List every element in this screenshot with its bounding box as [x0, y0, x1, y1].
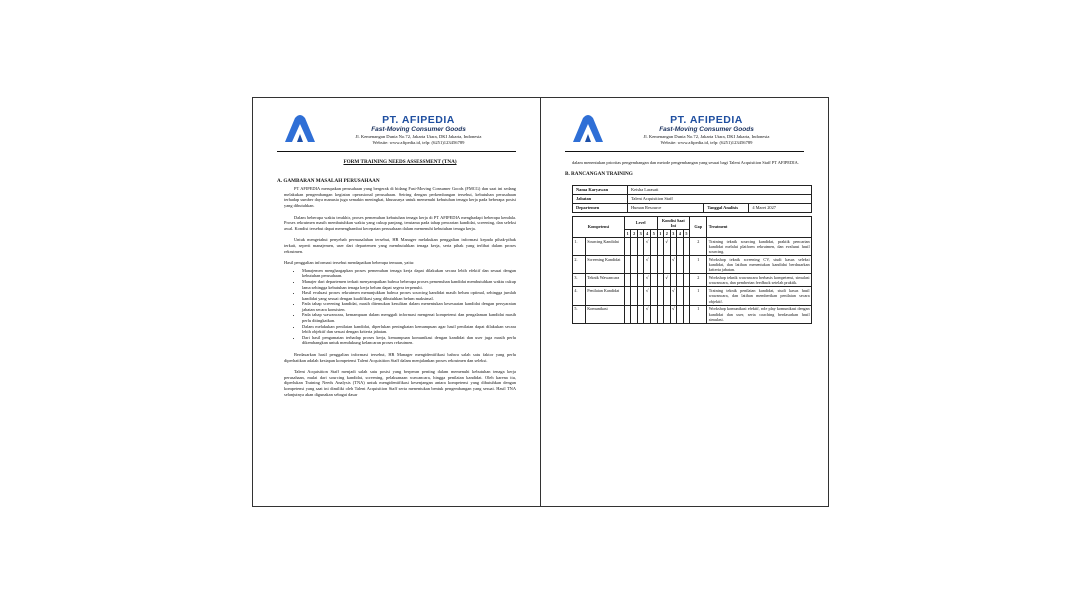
- check-mark-icon: √: [645, 257, 649, 263]
- level-header: Level: [624, 217, 657, 230]
- name-label: Nama Karyawan: [573, 186, 628, 195]
- letterhead: [277, 112, 516, 150]
- gap-header: Gap: [690, 217, 707, 238]
- paragraph-1: PT AFIPEDIA merupakan perusahaan yang bergerak di bidang Fast-Moving Consumer Goods (FMCG) dan saat ini sedang melakukan pengembangan kegiatan operasional perusahaan. Seiring dengan perkembangan tersebut, kebutuhan perusahaan terhadap sumber daya manusia juga semakin meningkat, khususnya untuk memenuhi kebutuhan tenaga kerja pada beberapa posisi yang dibutuhkan.: [284, 186, 516, 208]
- current-condition-header: Kondisi Saat Ini: [657, 217, 690, 230]
- paragraph-5: Berdasarkan hasil penggalian informasi tersebut, HR Manager mengidentifikasi bahwa salah satu faktor yang perlu diperhatikan adalah kesiapan kompetensi Talent Acquisition Staff dalam menjalankan proses rekrutmen dan seleksi.: [284, 352, 516, 363]
- competency-header: Kompetensi: [573, 217, 625, 238]
- section-b-title: B. RANCANGAN TRAINING: [565, 170, 633, 177]
- continuation-paragraph: dalam menentukan prioritas pengembangan dan metode pengembangan yang sesuai bagi Talent Acquisition Staff PT AFIPEDIA.: [572, 160, 799, 165]
- position-value: Talent Acquisition Staff: [628, 195, 812, 204]
- check-mark-icon: √: [645, 289, 649, 295]
- competency-name: Screening Kandidat: [585, 256, 624, 274]
- company-tagline: Fast-Moving Consumer Goods: [659, 126, 754, 133]
- competency-rows: [573, 237, 812, 323]
- table-row: [573, 305, 812, 323]
- current-number: 5: [683, 230, 690, 238]
- row-number: 5.: [573, 305, 586, 323]
- company-tagline: Fast-Moving Consumer Goods: [371, 126, 466, 133]
- row-number: 3.: [573, 274, 586, 287]
- company-logo-icon: [571, 114, 605, 144]
- list-item: • Dalam melakukan penilaian kandidat, diperlukan peningkatan kemampuan agar hasil penilaian dapat dilakukan secara lebih objektif dan sesuai dengan kriteria jabatan.: [302, 324, 516, 335]
- competency-name: Sourcing Kandidat: [585, 237, 624, 255]
- table-row: [573, 186, 812, 195]
- list-item: • Pada tahap wawancara, kemampuan dalam menggali informasi mengenai kompetensi dan pengalaman kandidat masih perlu ditingkatkan.: [302, 312, 516, 323]
- company-name: PT. AFIPEDIA: [382, 114, 455, 126]
- treatment-text: Workshop komunikasi efektif, role play komunikasi dengan kandidat dan user, serta coaching berdasarkan hasil simulasi.: [708, 306, 810, 322]
- row-number: 2.: [573, 256, 586, 274]
- findings-list: [284, 268, 516, 346]
- check-mark-icon: √: [671, 289, 675, 295]
- department-value: Human Resource: [628, 204, 704, 213]
- company-logo-icon: [283, 114, 317, 144]
- check-mark-icon: √: [645, 307, 649, 313]
- table-row: [573, 237, 812, 255]
- competency-name: Teknik Wawancara: [585, 274, 624, 287]
- treatment-text: Workshop teknik screening CV, studi kasus seleksi kandidat, dan latihan menentukan kandidat berdasarkan kriteria jabatan.: [708, 256, 810, 273]
- findings-intro: Hasil penggalian informasi tersebut mendapatkan beberapa temuan, yaitu:: [284, 260, 415, 266]
- competency-name: Penilaian Kandidat: [585, 287, 624, 305]
- name-value: Keisha Larasati: [628, 186, 812, 195]
- company-name: PT. AFIPEDIA: [670, 114, 743, 126]
- letterhead: [565, 112, 804, 150]
- current-number: 2: [664, 230, 671, 238]
- treatment-header: Treatment: [707, 217, 812, 238]
- level-number: 5: [650, 230, 657, 238]
- paragraph-6: Talent Acquisition Staff menjadi salah satu posisi yang berperan penting dalam memenuhi kebutuhan tenaga kerja perusahaan, mulai dari sourcing kandidat, screening, pelaksanaan wawancara, hingga penilaian kandidat. Oleh karena itu, diperlukan Training Needs Analysis (TNA) untuk mengidentifikasi kesenjangan antara kompetensi yang dibutuhkan dengan kompetensi yang saat ini dimiliki oleh Talent Acquisition Staff serta menentukan bentuk pengembangan yang sesuai. Hasil TNA selanjutnya akan digunakan sebagai dasar: [284, 369, 516, 397]
- list-item: • Dari hasil pengamatan terhadap proses kerja, kemampuan komunikasi dengan kandidat dan user juga masih perlu dikembangkan untuk mendukung kelancaran proses rekrutmen.: [302, 335, 516, 346]
- department-label: Departemen: [573, 204, 628, 213]
- company-contact: Website: www.afipedia.id, telp: (6251)123456789: [660, 139, 753, 145]
- analysis-date-value: 4 Maret 2027: [749, 204, 812, 213]
- gap-value: 2: [690, 274, 707, 287]
- check-mark-icon: √: [645, 276, 649, 282]
- table-row: [573, 256, 812, 274]
- current-number: 3: [670, 230, 677, 238]
- gap-value: 1: [690, 256, 707, 274]
- document-page-1: [252, 97, 541, 507]
- row-number: 4.: [573, 287, 586, 305]
- check-mark-icon: √: [645, 239, 649, 245]
- competency-name: Komunikasi: [585, 305, 624, 323]
- gap-value: 1: [690, 305, 707, 323]
- current-number: 1: [657, 230, 664, 238]
- level-number: 2: [631, 230, 638, 238]
- row-number: 1.: [573, 237, 586, 255]
- check-mark-icon: √: [665, 239, 669, 245]
- form-title: FORM TRAINING NEEDS ASSESSMENT (TNA): [343, 159, 457, 165]
- gap-value: 2: [690, 237, 707, 255]
- level-number: 1: [624, 230, 631, 238]
- table-row: [573, 195, 812, 204]
- treatment-text: Workshop teknik wawancara berbasis kompetensi, simulasi wawancara, dan pemberian feedback setelah praktik.: [708, 275, 810, 286]
- list-item: • Hasil evaluasi proses rekrutmen menunjukkan bahwa proses sourcing kandidat masih belum optimal, sehingga jumlah kandidat yang sesuai dengan kualifikasi yang dibutuhkan belum maksimal.: [302, 290, 516, 301]
- page-body: [565, 160, 810, 324]
- check-mark-icon: √: [671, 257, 675, 263]
- treatment-text: Training teknik sourcing kandidat, praktik pencarian kandidat melalui platform rekrutmen, dan evaluasi hasil sourcing.: [708, 238, 810, 255]
- paragraph-3: Untuk mengetahui penyebab permasalahan tersebut, HR Manager melakukan penggalian informasi kepada pihak-pihak terkait, seperti manajemen, user dari departemen yang membutuhkan tenaga kerja, serta pihak yang terlibat dalam proses rekrutmen.: [284, 237, 516, 254]
- section-a-title: A. GAMBARAN MASALAH PERUSAHAAN: [277, 177, 380, 184]
- table-header-row: [573, 217, 812, 230]
- table-row: [573, 204, 812, 213]
- document-page-2: [540, 97, 829, 507]
- analysis-date-label: Tanggal Analisis: [704, 204, 749, 213]
- list-item: • Pada tahap screening kandidat, masih ditemukan kesulitan dalam menentukan kesesuaian kandidat dengan persyaratan jabatan secara konsisten.: [302, 301, 516, 312]
- level-number: 4: [644, 230, 651, 238]
- company-address: Jl. Kemenangan Dunia No.72, Jakarta Utara, DKI Jakarta, Indonesia: [643, 134, 770, 139]
- company-address: Jl. Kemenangan Dunia No.72, Jakarta Utara, DKI Jakarta, Indonesia: [355, 134, 482, 139]
- competency-table: [572, 216, 812, 324]
- check-mark-icon: √: [665, 276, 669, 282]
- level-number: 3: [637, 230, 644, 238]
- employee-info-table: [572, 185, 812, 213]
- header-divider: [277, 151, 516, 152]
- position-label: Jabatan: [573, 195, 628, 204]
- list-item: • Manajemen menghargapkan proses pemenuhan tenaga kerja dapat dilakukan secara lebih efektif dan sesuai dengan kebutuhan perusahaan.: [302, 268, 516, 279]
- company-contact: Website: www.afipedia.id, telp: (6251)123456789: [372, 139, 465, 145]
- treatment-text: Training teknik penilaian kandidat, studi kasus hasil wawancara, dan latihan memberikan penilaian secara objektif.: [708, 288, 810, 304]
- list-item: • Manajer dari departemen terkait menyampaikan bahwa beberapa proses pemenuhan kandidat membutuhkan waktu cukup lama sehingga kebutuhan tenaga kerja belum dapat segera terpenuhi.: [302, 279, 516, 290]
- table-row: [573, 274, 812, 287]
- gap-value: 1: [690, 287, 707, 305]
- page-body: [277, 159, 516, 403]
- current-number: 4: [677, 230, 684, 238]
- header-divider: [565, 151, 804, 152]
- check-mark-icon: √: [671, 307, 675, 313]
- table-row: [573, 287, 812, 305]
- paragraph-2: Dalam beberapa waktu terakhir, proses pemenuhan kebutuhan tenaga kerja di PT AFIPEDIA menghadapi beberapa kendala. Proses rekrutmen masih membutuhkan waktu yang cukup panjang, terutama pada tahap pencarian kandidat, screening, dan seleksi awal. Kondisi tersebut dapat menenghambat kecepatan perusahaan dalam memenuhi kebutuhan tenaga kerja.: [284, 214, 516, 231]
